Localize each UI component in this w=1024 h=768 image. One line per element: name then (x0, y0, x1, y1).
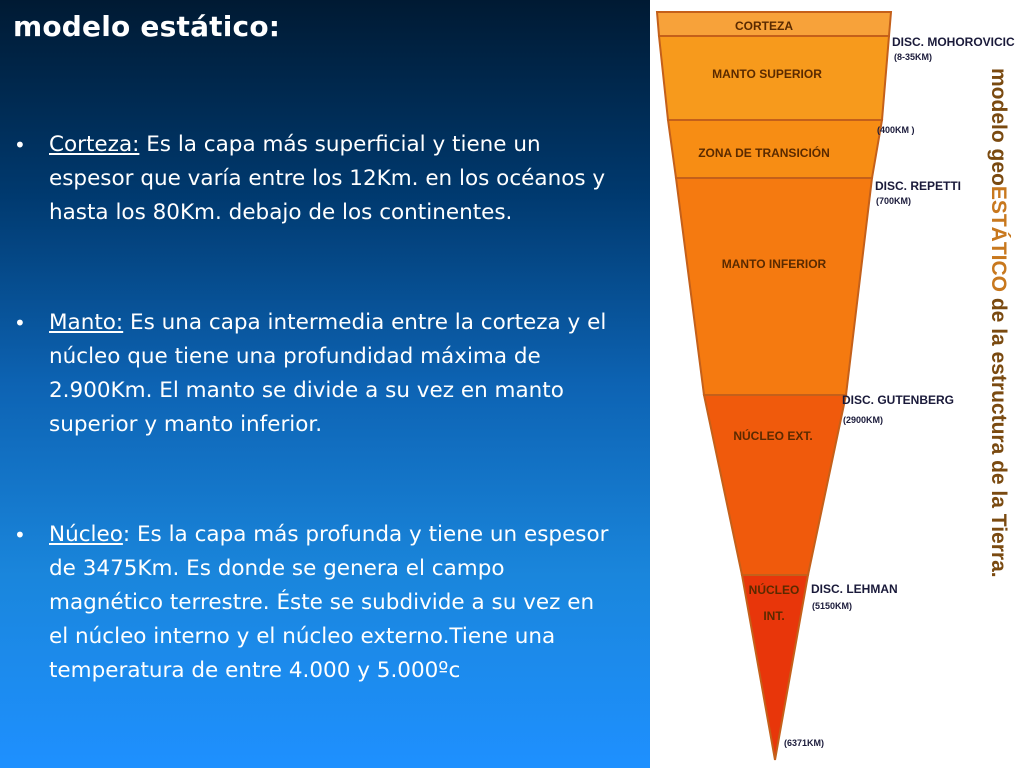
vertical-title (987, 68, 1010, 578)
bullet-list (14, 128, 614, 730)
desc-corteza: Es la capa más superficial y tiene un espesor que varía entre los 12Km. en los océanos y hasta los 80Km. debajo de los continentes. (49, 132, 606, 225)
term-manto: Manto: (49, 310, 124, 335)
disc-mohorovicic: DISC. MOHOROVICIC (892, 35, 1015, 49)
layer-nucleo-ext (704, 395, 846, 575)
desc-manto: Es una capa intermedia entre la corteza y el núcleo que tiene una profundidad máxima de 2.900Km. El manto se divide a su vez en manto superior y manto inferior. (49, 310, 607, 437)
depth-gutenberg: (2900KM) (843, 415, 884, 425)
bullet-dot-icon: • (14, 133, 26, 157)
vertical-title-part-b: ESTÁTICO (987, 185, 1010, 293)
disc-lehman: DISC. LEHMAN (811, 582, 898, 596)
vertical-title-part-a: modelo geo (987, 68, 1010, 186)
desc-nucleo: : Es la capa más profunda y tiene un espesor de 3475Km. Es donde se genera el campo magnético terrestre. Éste se subdivide a su vez en el núcleo interno y el núcleo externo.Tiene una temperatura de entre 4.000 y 5.000ºc (49, 522, 609, 683)
depth-repetti: (700KM) (876, 196, 912, 206)
term-corteza: Corteza: (49, 132, 140, 157)
label-zona-transicion: ZONA DE TRANSICIÓN (698, 146, 830, 160)
depth-400km: (400KM ) (877, 125, 915, 135)
label-nucleo-int-2: INT. (763, 609, 785, 623)
slide-title: modelo estático: (13, 10, 281, 43)
label-nucleo-ext: NÚCLEO EXT. (733, 429, 813, 443)
depth-mohorovicic: (8-35KM) (894, 52, 933, 62)
bullet-nucleo (14, 518, 614, 688)
bullet-corteza (14, 128, 614, 264)
label-manto-superior: MANTO SUPERIOR (712, 67, 822, 81)
term-nucleo: Núcleo (49, 522, 123, 547)
label-manto-inferior: MANTO INFERIOR (721, 257, 827, 271)
label-nucleo-int-1: NÚCLEO (748, 583, 800, 597)
disc-gutenberg: DISC. GUTENBERG (842, 393, 955, 407)
disc-repetti: DISC. REPETTI (875, 179, 962, 193)
depth-center: (6371KM) (784, 738, 825, 748)
depth-lehman: (5150KM) (812, 601, 853, 611)
layer-nucleo-int (742, 575, 808, 760)
diagram-svg (650, 0, 1024, 768)
label-corteza: CORTEZA (735, 19, 793, 33)
earth-structure-diagram (650, 0, 1024, 768)
layer-manto-inferior (676, 178, 872, 395)
vertical-title-part-c: de la estructura de la Tierra. (987, 292, 1010, 578)
bullet-manto (14, 306, 614, 476)
bullet-dot-icon: • (14, 311, 26, 335)
bullet-dot-icon: • (14, 523, 26, 547)
